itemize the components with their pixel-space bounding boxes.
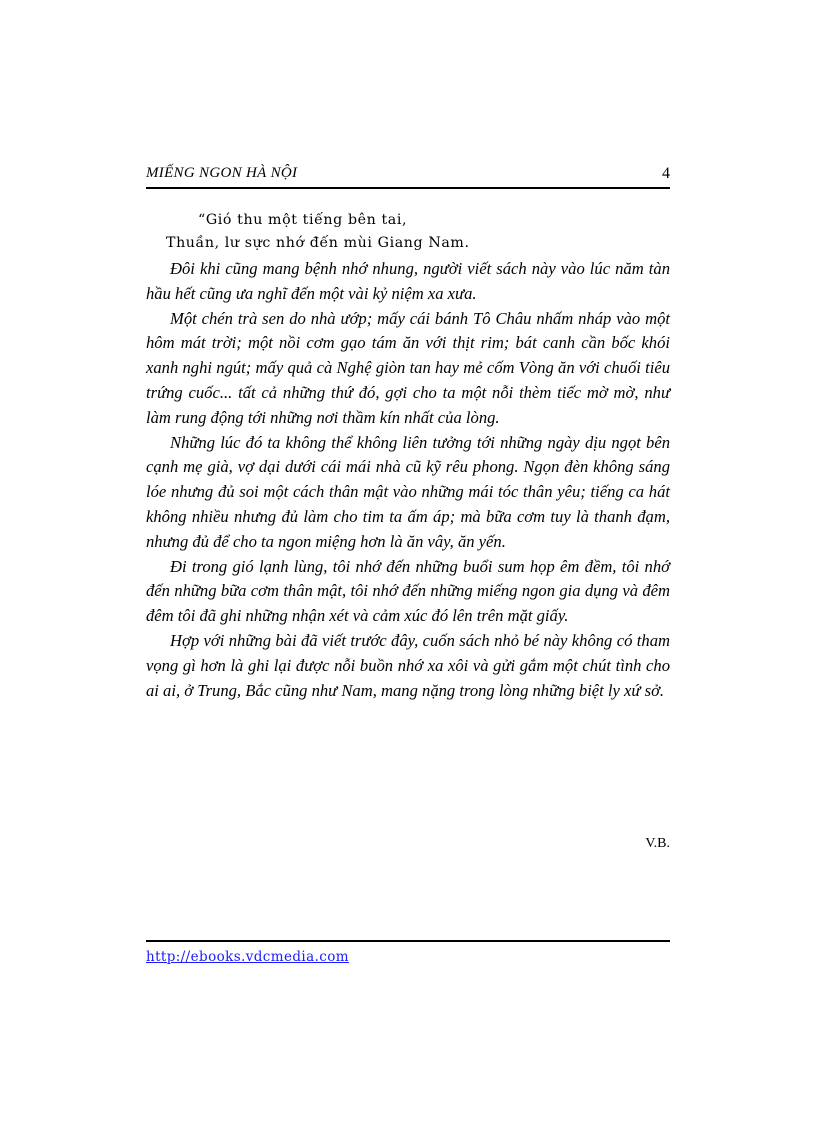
book-title: MIẾNG NGON HÀ NỘI	[146, 165, 298, 181]
verse-line: “Gió thu một tiếng bên tai,	[198, 212, 408, 228]
header-rule	[146, 187, 670, 189]
paragraph: Những lúc đó ta không thể không liên tưởng tới những ngày dịu ngọt bên cạnh mẹ già, vợ dại dưới cái mái nhà cũ kỹ rêu phong. Ngọn đèn không sáng lóe nhưng đủ soi một cách thân mật vào những mái tóc thân yêu; tiếng ca hát không nhiều nhưng đủ làm cho tim ta ấm áp; mà bữa cơm tuy là thanh đạm, nhưng đủ để cho ta ngon miệng hơn là ăn vây, ăn yến.	[146, 432, 670, 551]
footer-link[interactable]: http://ebooks.vdcmedia.com	[146, 949, 349, 965]
author-signature: V.B.	[645, 836, 670, 851]
verse-line: Thuần, lư sực nhớ đến mùi Giang Nam.	[166, 235, 470, 251]
page-number: 4	[662, 165, 670, 182]
paragraph: Đôi khi cũng mang bệnh nhớ nhung, người viết sách này vào lúc năm tàn hầu hết cũng ưa nghĩ đến một vài kỷ niệm xa xưa.	[146, 259, 670, 303]
paragraph: Hợp với những bài đã viết trước đây, cuốn sách nhỏ bé này không có tham vọng gì hơn là ghi lại được nỗi buồn nhớ xa xôi và gửi gắm một chút tình cho ai ai, ở Trung, Bắc cũng như Nam, mang nặng trong lòng những biệt ly xứ sở.	[146, 630, 670, 700]
paragraph: Đi trong gió lạnh lùng, tôi nhớ đến những buổi sum họp êm đềm, tôi nhớ đến những bữa cơm thân mật, tôi nhớ đến những miếng ngon gia dụng và đêm đêm tôi đã ghi những nhận xét và cảm xúc đó lên trên mặt giấy.	[146, 556, 670, 626]
running-header	[146, 165, 670, 187]
page-body	[146, 209, 670, 703]
verse-quote	[146, 209, 670, 255]
paragraph: Một chén trà sen do nhà ướp; mấy cái bánh Tô Châu nhấm nháp vào một hôm mát trời; một nồi cơm gạo tám ăn với thịt rim; bát canh cần bốc khói xanh nghi ngút; mấy quả cà Nghệ giòn tan hay mẻ cốm Vòng ăn với chuối tiêu trứng cuốc... tất cả những thứ đó, gợi cho ta một nỗi thèm tiếc mờ mờ, như làm rung động tới những nơi thầm kín nhất của lòng.	[146, 308, 670, 427]
footer-rule	[146, 940, 670, 942]
